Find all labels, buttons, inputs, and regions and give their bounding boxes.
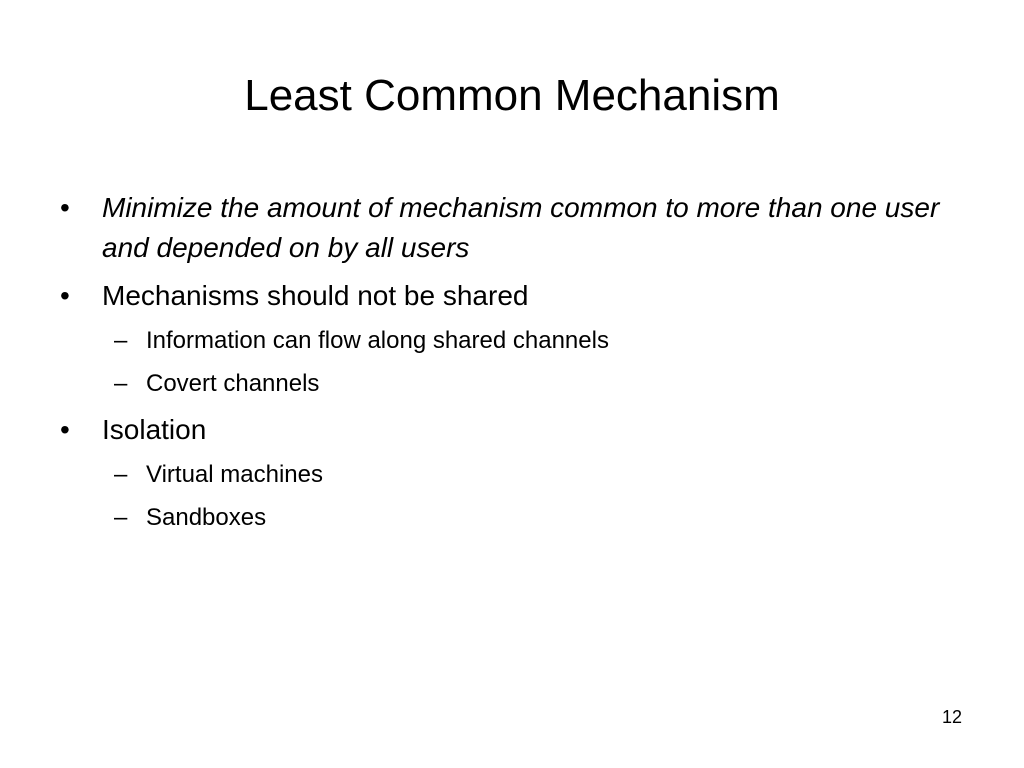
sub-bullet-item	[60, 458, 960, 492]
dash-marker: –	[114, 504, 128, 531]
bullet-marker: •	[60, 192, 70, 223]
sub-bullet-item	[60, 367, 960, 401]
bullet-text: Minimize the amount of mechanism common to more than one user and depended on by all users	[102, 192, 940, 263]
bullet-item	[60, 410, 960, 450]
sub-bullet-item	[60, 324, 960, 358]
sub-bullet-item	[60, 501, 960, 535]
sub-bullet-text: Sandboxes	[146, 504, 267, 531]
bullet-item	[60, 276, 960, 316]
page-number: 12	[941, 707, 962, 727]
bullet-item	[60, 188, 960, 268]
sub-bullet-text: Information can flow along shared channels	[146, 327, 609, 354]
sub-bullet-text: Virtual machines	[146, 461, 323, 488]
dash-marker: –	[114, 327, 128, 354]
slide-body	[60, 188, 960, 544]
dash-marker: –	[114, 370, 128, 397]
sub-bullet-text: Covert channels	[146, 370, 320, 397]
bullet-marker: •	[60, 280, 70, 311]
bullet-text: Isolation	[102, 414, 207, 445]
bullet-text: Mechanisms should not be shared	[102, 280, 529, 311]
slide-title: Least Common Mechanism	[244, 71, 780, 120]
bullet-marker: •	[60, 414, 70, 445]
dash-marker: –	[114, 461, 128, 488]
